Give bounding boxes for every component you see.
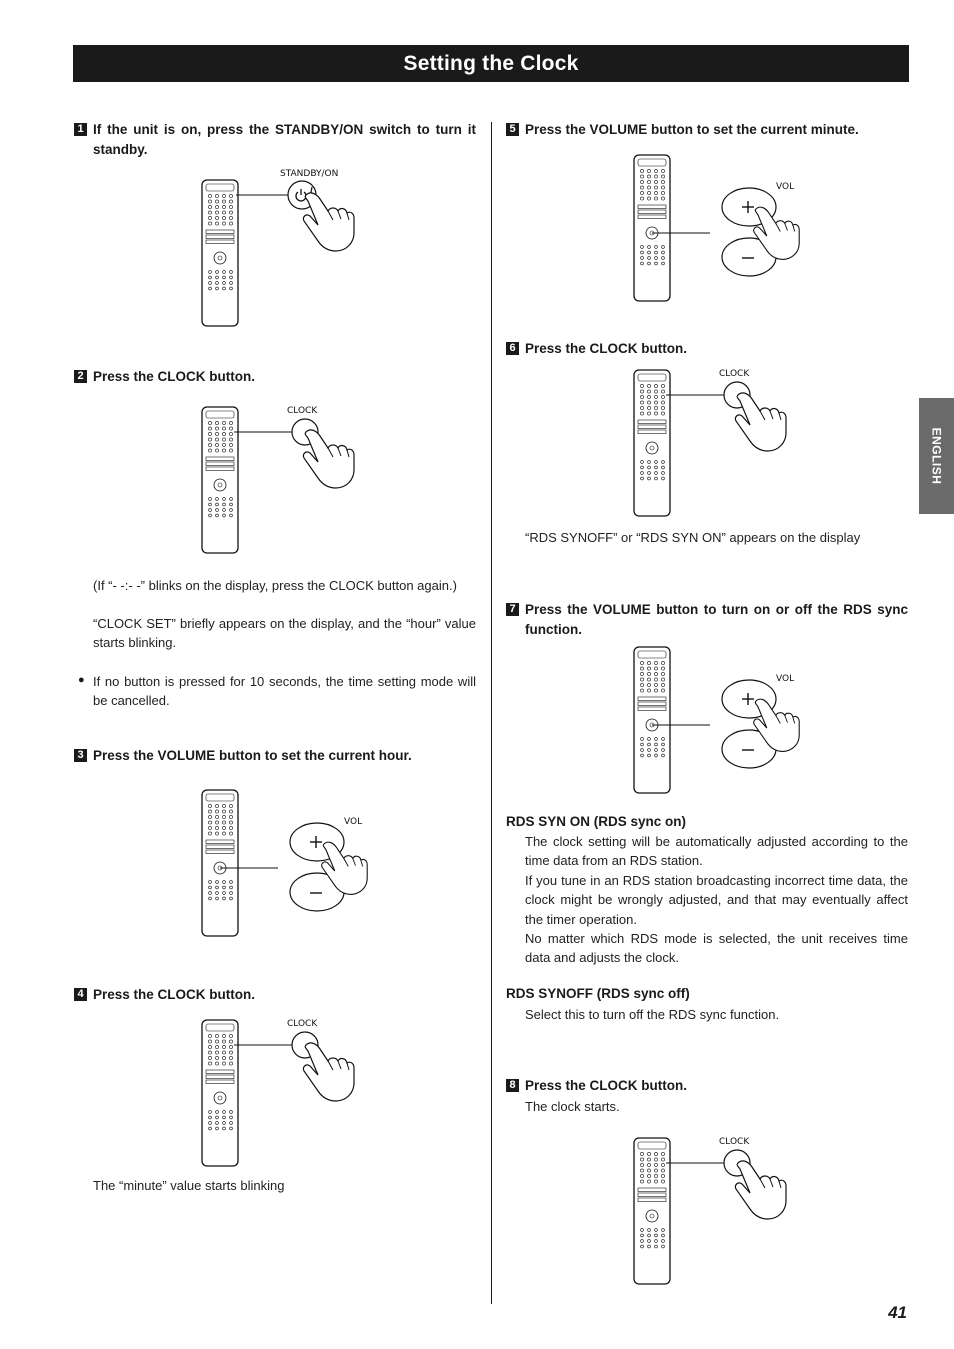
step-4-note: The “minute” value starts blinking [93,1178,285,1193]
remote-control-icon [634,155,670,301]
remote-control-icon [202,180,238,326]
step-2-bullet: If no button is pressed for 10 seconds, the time setting mode will be cancelled. [93,674,476,709]
figure-clock-6 [632,365,792,525]
step-number: 6 [506,342,519,355]
step-number: 3 [74,749,87,762]
pressing-hand-icon [735,1161,786,1219]
volume-buttons [652,188,799,276]
page-title: Setting the Clock [403,51,579,75]
remote-control-icon [634,370,670,516]
button-label: STANDBY/ON [280,169,339,179]
remote-control-icon [634,1138,670,1284]
remote-control-icon [634,647,670,793]
rds-on-text: If you tune in an RDS station broadcasting incorrect time data, the clock might be wrongly adjusted, and that may eventually affect the timer operation. [525,873,908,927]
button-label: CLOCK [719,369,750,379]
language-tab-label: ENGLISH [929,427,944,485]
step-text: Press the CLOCK button. [525,1078,688,1093]
remote-control-icon [202,790,238,936]
figure-volume-7 [632,647,812,807]
step-8 [509,1076,908,1096]
button-label: CLOCK [287,1019,318,1029]
pressing-hand-icon [303,430,354,488]
step-7 [509,600,908,639]
step-1 [77,120,476,159]
step-text: Press the VOLUME button to set the current minute. [525,122,859,137]
column-divider [491,122,492,1304]
button-label: VOL [776,182,795,192]
rds-on-text: The clock setting will be automatically adjusted according to the time data from an RDS station. [525,834,908,869]
step-2-note: (If “- -:- -” blinks on the display, press the CLOCK button again.) [93,578,457,593]
step-3 [77,746,476,766]
button-label: VOL [776,674,795,684]
step-2-note: “CLOCK SET” briefly appears on the display, and the “hour” value starts blinking. [93,616,476,651]
remote-control-icon [202,1020,238,1166]
step-text: Press the CLOCK button. [93,369,256,384]
pressing-hand-icon [303,1043,354,1101]
figure-volume-5 [632,155,812,315]
figure-clock-2 [200,402,360,562]
step-text: Press the VOLUME button to set the current hour. [93,748,412,763]
volume-buttons [220,823,367,911]
step-5 [509,120,908,140]
language-tab [919,398,954,514]
step-text: Press the CLOCK button. [525,341,688,356]
figure-standby [200,165,360,335]
step-number: 5 [506,123,519,136]
pressing-hand-icon [735,393,786,451]
button-label: VOL [344,817,363,827]
pressing-hand-icon [303,193,354,251]
step-6-note: “RDS SYNOFF” or “RDS SYN ON” appears on the display [525,530,861,545]
bullet-icon: ● [78,674,85,686]
figure-volume-3 [200,790,380,950]
step-4 [77,985,476,1005]
step-6 [509,339,908,359]
remote-control-icon [202,407,238,553]
step-number: 8 [506,1079,519,1092]
figure-clock-8 [632,1133,792,1293]
rds-off-text: Select this to turn off the RDS sync function. [525,1007,780,1022]
step-number: 4 [74,988,87,1001]
title-bar [73,45,909,82]
step-text: Press the CLOCK button. [93,987,256,1002]
rds-on-heading: RDS SYN ON (RDS sync on) [506,814,687,829]
step-8-note: The clock starts. [525,1099,620,1114]
page-number: 41 [888,1303,907,1322]
step-number: 7 [506,603,519,616]
step-text: Press the VOLUME button to turn on or off the RDS sync function. [525,602,908,637]
step-text: If the unit is on, press the STANDBY/ON switch to turn it standby. [93,122,476,157]
step-number: 2 [74,370,87,383]
rds-on-text: No matter which RDS mode is selected, the unit receives time data and adjusts the clock. [525,931,908,966]
button-label: CLOCK [287,406,318,416]
step-number: 1 [74,123,87,136]
step-2 [77,367,476,387]
volume-buttons [652,680,799,768]
figure-clock-4 [200,1015,360,1175]
rds-off-heading: RDS SYNOFF (RDS sync off) [506,986,690,1001]
button-label: CLOCK [719,1137,750,1147]
